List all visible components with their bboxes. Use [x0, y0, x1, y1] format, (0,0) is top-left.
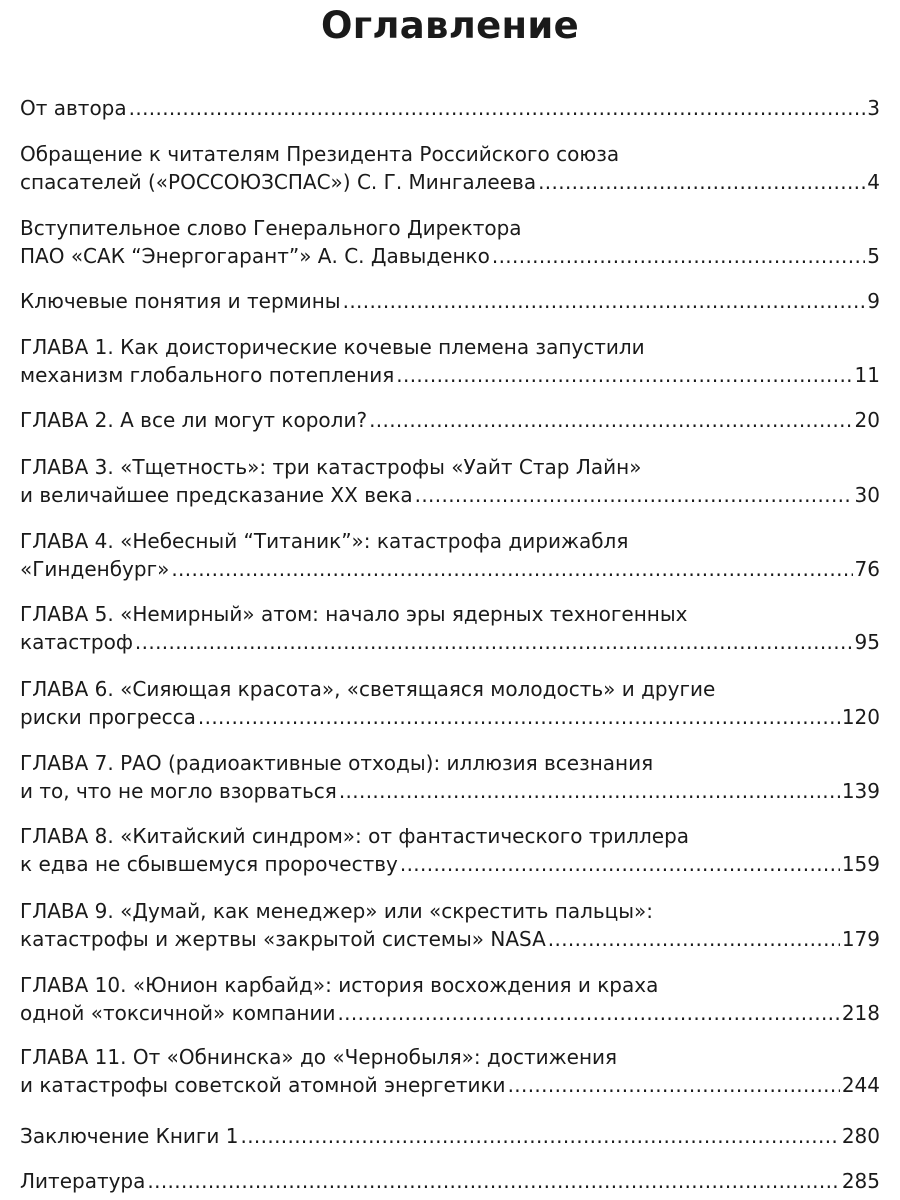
page-number: 3 — [867, 96, 880, 120]
toc-entry-line: ГЛАВА 7. РАО (радиоактивные отходы): иллюзия всезнания — [20, 751, 654, 775]
page-number: 179 — [841, 927, 880, 951]
toc-entry[interactable] — [20, 1122, 880, 1150]
toc-entry[interactable] — [20, 897, 880, 953]
toc-entry[interactable] — [20, 1043, 880, 1099]
toc-entry-text: и величайшее предсказание XX века — [20, 483, 413, 507]
toc-entry-text: риски прогресса — [20, 705, 196, 729]
toc-entry-line — [20, 925, 880, 953]
toc-entry[interactable] — [20, 1167, 880, 1195]
dot-leader — [415, 481, 853, 509]
page-number: 76 — [854, 557, 880, 581]
dot-leader — [492, 242, 865, 270]
toc-entry-line: ГЛАВА 4. «Небесный “Титаник”»: катастрофа дирижабля — [20, 529, 629, 553]
toc-entry-line — [20, 287, 880, 315]
toc-entry[interactable] — [20, 675, 880, 731]
dot-leader — [337, 999, 839, 1027]
page-number: 159 — [841, 852, 880, 876]
toc-entry-line — [20, 406, 880, 434]
toc-entry-line — [20, 361, 880, 389]
table-of-contents — [20, 0, 880, 1200]
page-number: 285 — [841, 1169, 880, 1193]
toc-entry[interactable] — [20, 406, 880, 434]
toc-entry-line — [20, 1167, 880, 1195]
dot-leader — [343, 287, 866, 315]
toc-entry-text: и катастрофы советской атомной энергетики — [20, 1073, 506, 1097]
dot-leader — [400, 850, 840, 878]
toc-entry-line — [20, 242, 880, 270]
toc-entry[interactable] — [20, 822, 880, 878]
toc-entry[interactable] — [20, 600, 880, 656]
toc-entry[interactable] — [20, 453, 880, 509]
page-number: 244 — [841, 1073, 880, 1097]
toc-entry-text: к едва не сбывшемуся пророчеству — [20, 852, 398, 876]
page-number: 95 — [854, 630, 880, 654]
toc-entry-text: Заключение Книги 1 — [20, 1124, 239, 1148]
toc-entry-line: ГЛАВА 5. «Немирный» атом: начало эры ядерных техногенных — [20, 602, 688, 626]
toc-entry-line — [20, 555, 880, 583]
toc-entry[interactable] — [20, 214, 880, 270]
toc-entry-text: От автора — [20, 96, 127, 120]
toc-entry-line: Обращение к читателям Президента Российского союза — [20, 142, 620, 166]
toc-entry-text: механизм глобального потепления — [20, 363, 395, 387]
dot-leader — [129, 94, 866, 122]
toc-entry-text: Ключевые понятия и термины — [20, 289, 341, 313]
toc-entry-text: «Гинденбург» — [20, 557, 170, 581]
toc-entry-text: катастрофы и жертвы «закрытой системы» NASA — [20, 927, 546, 951]
toc-entry[interactable] — [20, 749, 880, 805]
page-title: Оглавление — [320, 4, 580, 47]
dot-leader — [198, 703, 840, 731]
page-number: 5 — [867, 244, 880, 268]
toc-entry-line — [20, 481, 880, 509]
dot-leader — [508, 1071, 840, 1099]
toc-entry-text: ГЛАВА 2. А все ли могут короли? — [20, 408, 368, 432]
toc-entry-text: спасателей («РОССОЮЗСПАС») С. Г. Мингалеева — [20, 170, 537, 194]
toc-entry[interactable] — [20, 287, 880, 315]
toc-entry[interactable] — [20, 333, 880, 389]
toc-entry-line: Вступительное слово Генерального Директора — [20, 216, 522, 240]
page-number: 30 — [854, 483, 880, 507]
toc-entry-line: ГЛАВА 9. «Думай, как менеджер» или «скрестить пальцы»: — [20, 899, 654, 923]
toc-entry-line: ГЛАВА 6. «Сияющая красота», «светящаяся молодость» и другие — [20, 677, 716, 701]
page-number: 280 — [841, 1124, 880, 1148]
toc-entry-line: ГЛАВА 1. Как доисторические кочевые племена запустили — [20, 335, 645, 359]
toc-entry-line: ГЛАВА 3. «Тщетность»: три катастрофы «Уайт Стар Лайн» — [20, 455, 642, 479]
dot-leader — [548, 925, 840, 953]
toc-entry-line — [20, 168, 880, 196]
dot-leader — [135, 628, 853, 656]
dot-leader — [396, 361, 852, 389]
toc-entry-line — [20, 1122, 880, 1150]
toc-entry-line: ГЛАВА 10. «Юнион карбайд»: история восхождения и краха — [20, 973, 659, 997]
toc-entry-line: ГЛАВА 11. От «Обнинска» до «Чернобыля»: достижения — [20, 1045, 618, 1069]
toc-entry-line — [20, 94, 880, 122]
toc-entry[interactable] — [20, 94, 880, 122]
toc-entry-text: Литература — [20, 1169, 146, 1193]
toc-entry-line — [20, 628, 880, 656]
page-number: 139 — [841, 779, 880, 803]
toc-entry-text: ПАО «САК “Энергогарант”» А. С. Давыденко — [20, 244, 490, 268]
toc-entry-line — [20, 777, 880, 805]
toc-entry-line — [20, 999, 880, 1027]
page-number: 20 — [854, 408, 880, 432]
dot-leader — [369, 406, 852, 434]
toc-entry-line — [20, 850, 880, 878]
toc-entry-line — [20, 1071, 880, 1099]
page-number: 11 — [854, 363, 880, 387]
page-number: 9 — [867, 289, 880, 313]
toc-entry-text: одной «токсичной» компании — [20, 1001, 336, 1025]
toc-entry[interactable] — [20, 140, 880, 196]
dot-leader — [147, 1167, 839, 1195]
toc-entry-text: катастроф — [20, 630, 133, 654]
toc-entry-line — [20, 703, 880, 731]
toc-entry-line: ГЛАВА 8. «Китайский синдром»: от фантастического триллера — [20, 824, 690, 848]
dot-leader — [241, 1122, 840, 1150]
toc-entry[interactable] — [20, 971, 880, 1027]
toc-entry-text: и то, что не могло взорваться — [20, 779, 337, 803]
dot-leader — [171, 555, 852, 583]
dot-leader — [538, 168, 865, 196]
page-number: 4 — [867, 170, 880, 194]
toc-entry[interactable] — [20, 527, 880, 583]
page-number: 120 — [841, 705, 880, 729]
dot-leader — [339, 777, 840, 805]
page-number: 218 — [841, 1001, 880, 1025]
